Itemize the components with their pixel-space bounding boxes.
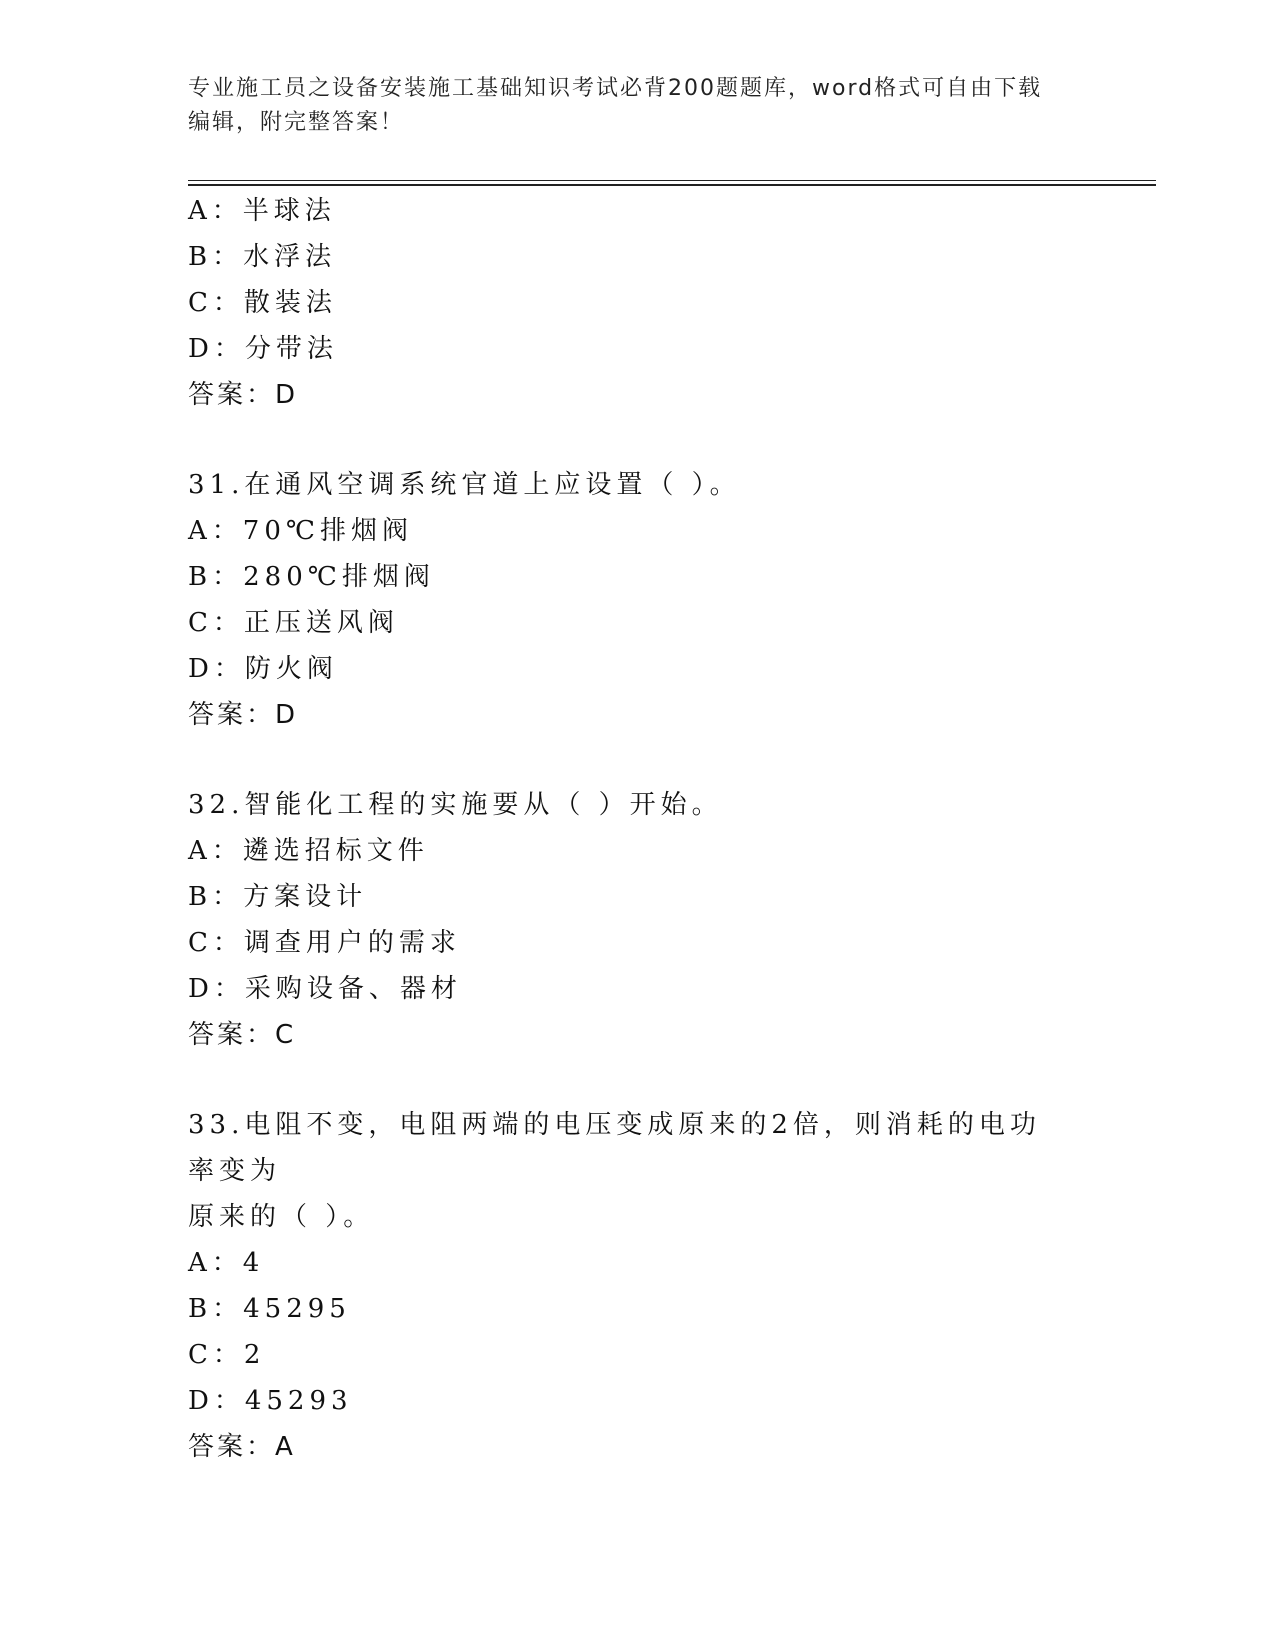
option-b: B：45295 — [188, 1294, 351, 1324]
answer-line: 答案：A — [188, 1432, 296, 1462]
option-c: C：正压送风阀 — [188, 608, 399, 638]
option-a: A：遴选招标文件 — [188, 836, 429, 866]
option-c: C：调查用户的需求 — [188, 928, 461, 958]
question-list — [188, 188, 1088, 1470]
option-d: D：45293 — [188, 1386, 353, 1416]
option-b: B：水浮法 — [188, 242, 337, 272]
header-title-line-1: 专业施工员之设备安装施工基础知识考试必背200题题库，word格式可自由下载 — [188, 76, 1043, 101]
option-c: C：散装法 — [188, 288, 337, 318]
question-33 — [188, 1102, 1088, 1470]
option-a: A：4 — [188, 1248, 265, 1278]
option-a: A：半球法 — [188, 196, 336, 226]
answer-line: 答案：D — [188, 700, 299, 730]
question-30 — [188, 188, 1088, 418]
option-d: D：采购设备、器材 — [188, 974, 462, 1004]
option-b: B：280℃排烟阀 — [188, 562, 435, 592]
answer-line: 答案：D — [188, 380, 299, 410]
option-d: D：防火阀 — [188, 654, 338, 684]
question-32 — [188, 782, 1088, 1058]
document-header — [188, 72, 1088, 140]
answer-line: 答案：C — [188, 1020, 297, 1050]
question-stem: 32.智能化工程的实施要从（ ）开始。 — [188, 790, 723, 820]
header-title-line-2: 编辑，附完整答案！ — [188, 110, 405, 135]
option-d: D：分带法 — [188, 334, 338, 364]
header-divider-thick — [188, 184, 1156, 186]
option-c: C：2 — [188, 1340, 266, 1370]
question-stem-line-2: 原来的（ ）。 — [188, 1202, 375, 1232]
header-divider-thin — [188, 180, 1156, 181]
question-stem-line-1: 33.电阻不变，电阻两端的电压变成原来的2倍，则消耗的电功率变为 — [188, 1110, 1041, 1186]
option-b: B：方案设计 — [188, 882, 368, 912]
question-31 — [188, 462, 1088, 738]
question-stem: 31.在通风空调系统官道上应设置（ ）。 — [188, 470, 741, 500]
option-a: A：70℃排烟阀 — [188, 516, 413, 546]
